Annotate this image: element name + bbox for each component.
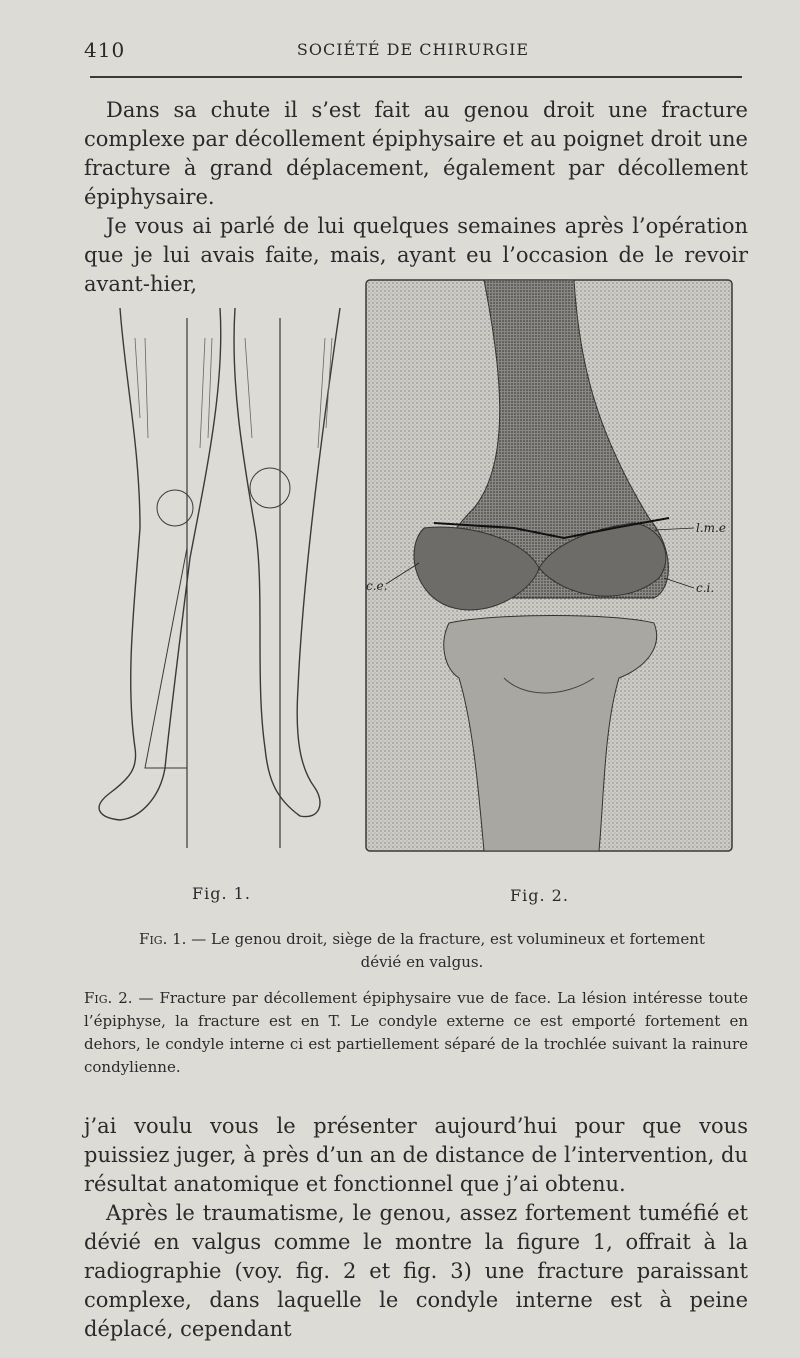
figure-2-knee-radiograph — [364, 278, 734, 853]
header-rule — [90, 76, 742, 78]
caption-1-label: Fig. 1. — [139, 930, 187, 948]
paragraph: Dans sa chute il s’est fait au genou droit une fracture complexe par décollement épiphysaire et au poignet droit une fracture à grand déplacement, également par décollement épiphysaire. — [84, 98, 748, 209]
annotation-lme: l.m.e — [696, 521, 726, 535]
caption-2-label: Fig. 2. — [84, 989, 133, 1007]
running-head — [84, 38, 742, 62]
figure-1-label: Fig. 1. — [192, 884, 251, 903]
figures — [80, 278, 740, 905]
body-text-top — [84, 96, 748, 299]
paragraph: j’ai voulu vous le présenter aujourd’hui pour que vous puissiez juger, à près d’un an de distance de l’intervention, du résultat anatomique et fonctionnel que j’ai obtenu. — [84, 1114, 748, 1196]
body-text-bottom — [84, 1112, 748, 1344]
paragraph: Après le traumatisme, le genou, assez fortement tuméfié et dévié en valgus comme le montre la figure 1, offrait à la radiographie (voy. fig. 2 et fig. 3) une fracture paraissant complexe, dans laquelle le condyle interne est à peine déplacé, cependant — [84, 1201, 748, 1341]
caption-2-text: — Fracture par décollement épiphysaire vue de face. La lésion intéresse toute l’épiphyse, la fracture est en T. Le condyle externe ce est emporté fortement en dehors, le condyle interne ci est partiellement séparé de la trochlée suivant la rainure condylienne. — [84, 989, 748, 1076]
figure-1-caption — [132, 928, 712, 974]
paragraph: Je vous ai parlé de lui quelques semaines après l’opération que je lui avais faite, mais, ayant eu l’occasion de le revoir avant-hier, — [84, 214, 748, 296]
caption-1-text: — Le genou droit, siège de la fracture, est volumineux et fortement dévié en valgus. — [186, 930, 705, 971]
page-number: 410 — [84, 38, 126, 62]
figure-2-caption — [84, 987, 748, 1079]
figure-2-label: Fig. 2. — [510, 886, 569, 905]
figure-1-legs-illustration — [80, 298, 360, 858]
annotation-ce: c.e. — [366, 579, 388, 593]
annotation-ci: c.i. — [696, 581, 715, 595]
journal-title: SOCIÉTÉ DE CHIRURGIE — [296, 40, 530, 59]
